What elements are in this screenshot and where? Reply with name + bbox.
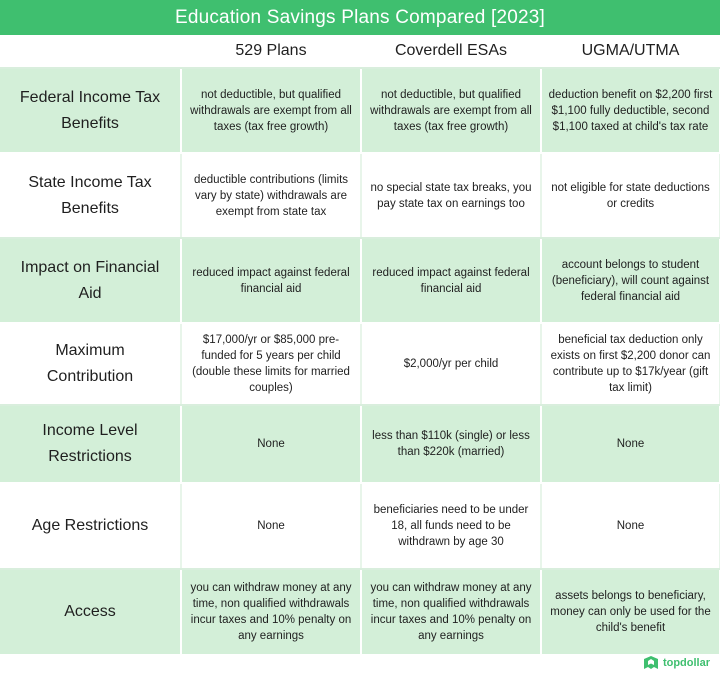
- page-title: Education Savings Plans Compared [2023]: [0, 0, 720, 35]
- table-cell: reduced impact against federal financial aid: [181, 238, 361, 323]
- table-cell: account belongs to student (beneficiary), will count against federal financial aid: [541, 238, 720, 323]
- table-cell: deduction benefit on $2,200 first $1,100 fully deductible, second $1,100 taxed at child's tax rate: [541, 68, 720, 153]
- header-coverdell-esas: Coverdell ESAs: [361, 35, 541, 68]
- table-cell: None: [181, 483, 361, 569]
- header-row: [0, 35, 720, 68]
- topdollar-logo-icon: [643, 656, 659, 670]
- table-row: [0, 569, 720, 655]
- row-label: Access: [0, 569, 181, 655]
- comparison-table: [0, 35, 720, 656]
- table-cell: assets belongs to beneficiary, money can only be used for the child's benefit: [541, 569, 720, 655]
- table-cell: None: [181, 405, 361, 483]
- row-label: Income Level Restrictions: [0, 405, 181, 483]
- table-cell: not deductible, but qualified withdrawals are exempt from all taxes (tax free growth): [181, 68, 361, 153]
- table-cell: None: [541, 483, 720, 569]
- row-label: Age Restrictions: [0, 483, 181, 569]
- table-row: [0, 483, 720, 569]
- table-row: [0, 323, 720, 405]
- table-cell: less than $110k (single) or less than $220k (married): [361, 405, 541, 483]
- table-cell: you can withdraw money at any time, non qualified withdrawals incur taxes and 10% penalty on any earnings: [181, 569, 361, 655]
- table-cell: reduced impact against federal financial aid: [361, 238, 541, 323]
- table-cell: beneficiaries need to be under 18, all funds need to be withdrawn by age 30: [361, 483, 541, 569]
- table-cell: deductible contributions (limits vary by state) withdrawals are exempt from state tax: [181, 153, 361, 238]
- table-cell: None: [541, 405, 720, 483]
- row-label: Federal Income Tax Benefits: [0, 68, 181, 153]
- logo-text: topdollar: [662, 657, 710, 669]
- row-label: Impact on Financial Aid: [0, 238, 181, 323]
- table-cell: no special state tax breaks, you pay state tax on earnings too: [361, 153, 541, 238]
- table-cell: beneficial tax deduction only exists on first $2,200 donor can contribute up to $17k/year (gift tax limit): [541, 323, 720, 405]
- header-empty: [0, 35, 181, 68]
- table-cell: $2,000/yr per child: [361, 323, 541, 405]
- table-cell: you can withdraw money at any time, non qualified withdrawals incur taxes and 10% penalty on any earnings: [361, 569, 541, 655]
- header-ugma-utma: UGMA/UTMA: [541, 35, 720, 68]
- table-row: [0, 238, 720, 323]
- topdollar-logo: [643, 656, 710, 670]
- table-row: [0, 68, 720, 153]
- table-cell: $17,000/yr or $85,000 pre-funded for 5 years per child (double these limits for married couples): [181, 323, 361, 405]
- table-row: [0, 153, 720, 238]
- row-label: Maximum Contribution: [0, 323, 181, 405]
- row-label: State Income Tax Benefits: [0, 153, 181, 238]
- table-row: [0, 405, 720, 483]
- table-cell: not deductible, but qualified withdrawals are exempt from all taxes (tax free growth): [361, 68, 541, 153]
- header-529-plans: 529 Plans: [181, 35, 361, 68]
- table-cell: not eligible for state deductions or credits: [541, 153, 720, 238]
